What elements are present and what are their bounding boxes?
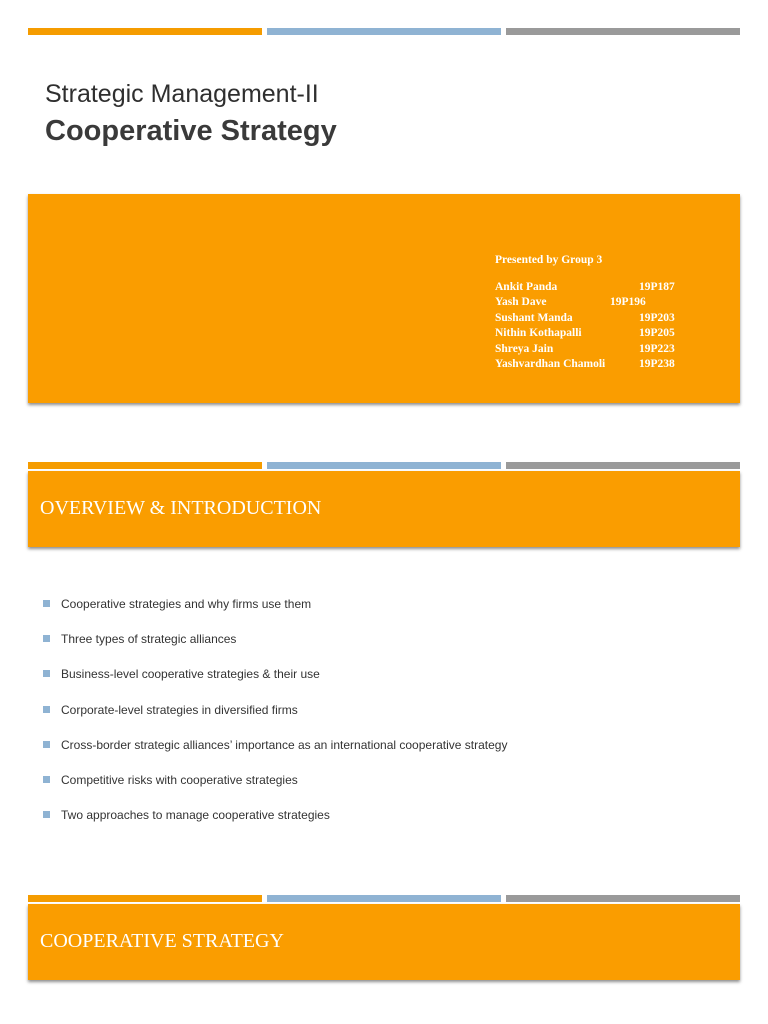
member-row	[495, 326, 725, 341]
orange-stripe	[28, 895, 262, 902]
member-id: 19P196	[610, 296, 646, 309]
bullet-text: Competitive risks with cooperative strategies	[61, 772, 298, 787]
member-name: Yash Dave	[495, 296, 547, 309]
list-item	[43, 808, 507, 843]
blue-stripe	[267, 462, 501, 469]
blue-stripe	[267, 895, 501, 902]
presenter-list	[495, 254, 725, 372]
slide-subtitle: Strategic Management-II	[45, 80, 319, 108]
overview-bullet-list	[43, 597, 507, 843]
orange-stripe	[28, 28, 262, 35]
bullet-text: Cooperative strategies and why firms use them	[61, 597, 312, 611]
list-item	[43, 738, 507, 773]
square-bullet-icon	[43, 670, 50, 677]
member-name: Sushant Manda	[495, 311, 573, 324]
member-row	[495, 342, 725, 357]
accent-stripes	[28, 895, 740, 902]
bullet-text: Corporate-level strategies in diversified firms	[61, 702, 298, 717]
list-item	[43, 632, 507, 667]
square-bullet-icon	[43, 600, 50, 607]
gray-stripe	[506, 28, 740, 35]
member-row	[495, 311, 725, 326]
orange-stripe	[28, 462, 262, 469]
bullet-text: Three types of strategic alliances	[61, 632, 237, 647]
square-bullet-icon	[43, 741, 50, 748]
square-bullet-icon	[43, 776, 50, 783]
member-id: 19P187	[639, 281, 675, 293]
cooperative-strategy-banner	[28, 904, 740, 980]
accent-stripes	[28, 462, 740, 469]
section-heading: OVERVIEW & INTRODUCTION	[40, 497, 322, 519]
member-id: 19P205	[639, 327, 675, 340]
member-name: Yashvardhan Chamoli	[495, 357, 606, 370]
member-row	[495, 357, 725, 372]
blue-stripe	[267, 28, 501, 35]
bullet-text: Two approaches to manage cooperative strategies	[61, 808, 330, 823]
member-name: Nithin Kothapalli	[495, 327, 582, 340]
square-bullet-icon	[43, 635, 50, 642]
member-row	[495, 295, 725, 310]
square-bullet-icon	[43, 811, 50, 818]
list-item	[43, 773, 507, 808]
member-name: Ankit Panda	[495, 281, 558, 293]
bullet-text: Business-level cooperative strategies & their use	[61, 667, 320, 682]
member-id: 19P203	[639, 311, 675, 324]
overview-banner	[28, 471, 740, 547]
member-id: 19P238	[639, 357, 675, 370]
square-bullet-icon	[43, 706, 50, 713]
list-item	[43, 667, 507, 702]
member-name: Shreya Jain	[495, 342, 554, 355]
member-id: 19P223	[639, 342, 675, 355]
member-row	[495, 280, 725, 295]
accent-stripes	[28, 28, 740, 35]
list-item	[43, 597, 507, 632]
list-item	[43, 703, 507, 738]
presented-by-label: Presented by Group 3	[495, 254, 603, 266]
gray-stripe	[506, 462, 740, 469]
section-heading: COOPERATIVE STRATEGY	[40, 930, 284, 952]
bullet-text: Cross-border strategic alliances’ importance as an international cooperative strategy	[61, 737, 508, 752]
gray-stripe	[506, 895, 740, 902]
slide-title: Cooperative Strategy	[45, 115, 337, 147]
